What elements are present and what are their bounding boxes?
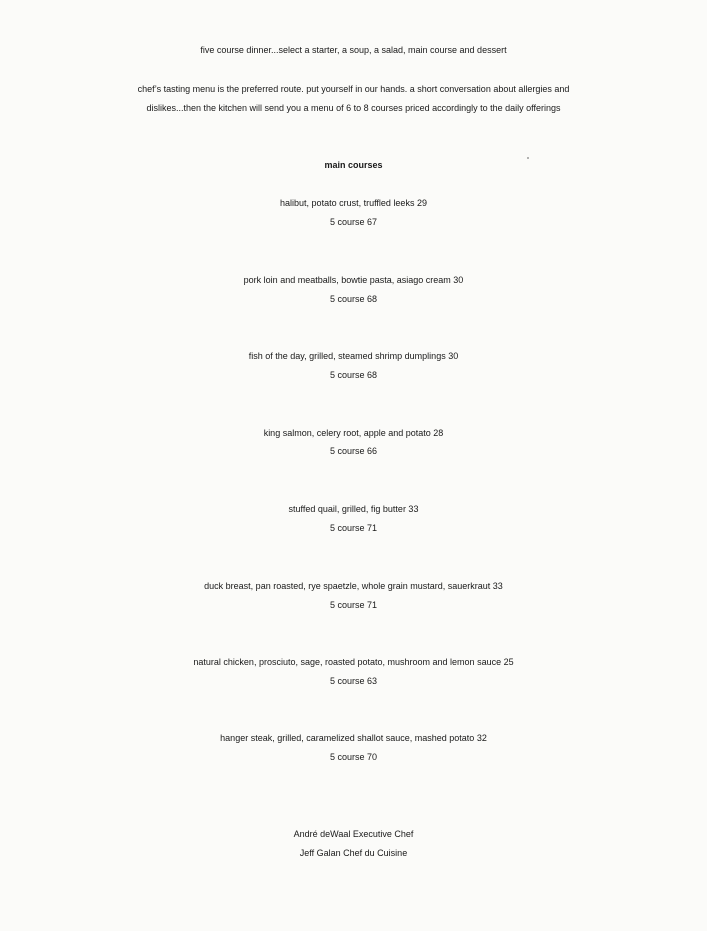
dish-five-course-price: 5 course 68: [329, 370, 378, 380]
dish-name: hanger steak, grilled, caramelized shallot sauce, mashed potato 32: [220, 733, 487, 743]
chef-du-cuisine: Jeff Galan Chef du Cuisine: [299, 848, 408, 858]
dish-name: duck breast, pan roasted, rye spaetzle, whole grain mustard, sauerkraut 33: [204, 581, 503, 591]
intro-tasting-menu-line-1: chef’s tasting menu is the preferred route. put yourself in our hands. a short conversation about allergies and: [137, 84, 570, 94]
dish-name: natural chicken, prosciuto, sage, roasted potato, mushroom and lemon sauce 25: [193, 657, 514, 667]
executive-chef: André deWaal Executive Chef: [293, 829, 414, 839]
section-title: main courses: [324, 160, 383, 170]
dish-five-course-price: 5 course 67: [329, 217, 378, 227]
dish-five-course-price: 5 course 66: [329, 446, 378, 456]
dish-five-course-price: 5 course 70: [329, 752, 378, 762]
intro-tasting-menu-line-2: dislikes...then the kitchen will send you a menu of 6 to 8 courses priced accordingly to the daily offerings: [146, 103, 561, 113]
dish-name: halibut, potato crust, truffled leeks 29: [280, 198, 427, 208]
dish-five-course-price: 5 course 63: [329, 676, 378, 686]
dish-five-course-price: 5 course 68: [329, 294, 378, 304]
dish-name: stuffed quail, grilled, fig butter 33: [288, 504, 419, 514]
dish-name: fish of the day, grilled, steamed shrimp dumplings 30: [248, 351, 459, 361]
dish-name: pork loin and meatballs, bowtie pasta, asiago cream 30: [243, 275, 464, 285]
intro-five-course: five course dinner...select a starter, a soup, a salad, main course and dessert: [200, 45, 507, 55]
dish-name: king salmon, celery root, apple and potato 28: [263, 428, 444, 438]
paper-speck: [527, 157, 529, 159]
dish-five-course-price: 5 course 71: [329, 523, 378, 533]
dish-five-course-price: 5 course 71: [329, 600, 378, 610]
